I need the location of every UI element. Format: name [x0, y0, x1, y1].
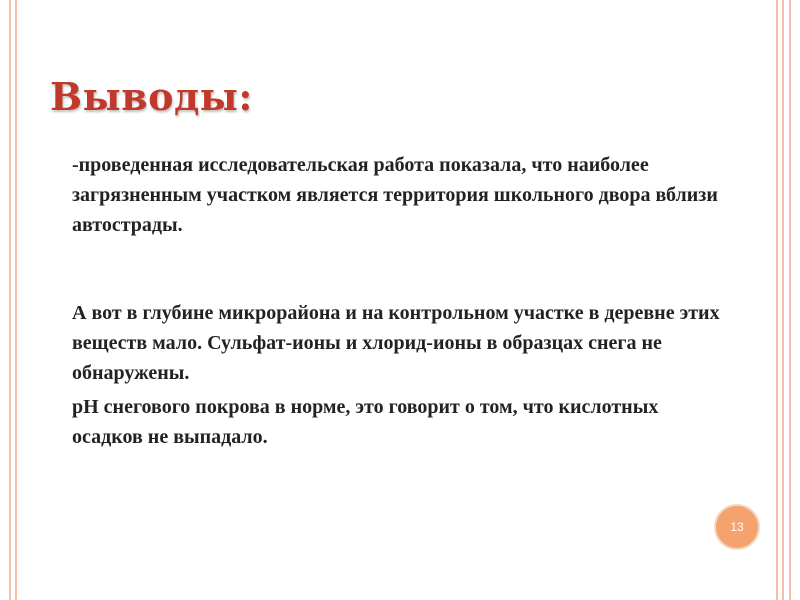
right-border-line [789, 0, 791, 600]
bullet-text: А вот в глубине микрорайона и на контрольном участке в деревне этих веществ мало. Сульфат-ионы и хлорид-ионы в образцах снега не обнаружены. [72, 302, 720, 384]
right-border-line [782, 0, 784, 600]
left-border-line [9, 0, 11, 600]
slide-title: Выводы: [50, 74, 253, 119]
bullet-text: рН снегового покрова в норме, это говорит о том, что кислотных осадков не выпадало. [72, 396, 659, 448]
bullet-item [44, 392, 724, 452]
slide-content [44, 150, 724, 452]
page-number-badge: 13 [714, 504, 760, 550]
bullet-text: -проведенная исследовательская работа показала, что наиболее загрязненным участком является территория школьного двора вблизи автострады. [72, 154, 718, 236]
bullet-item [44, 298, 724, 388]
right-border-line [776, 0, 778, 600]
left-border-line [15, 0, 17, 600]
bullet-item [44, 150, 724, 240]
